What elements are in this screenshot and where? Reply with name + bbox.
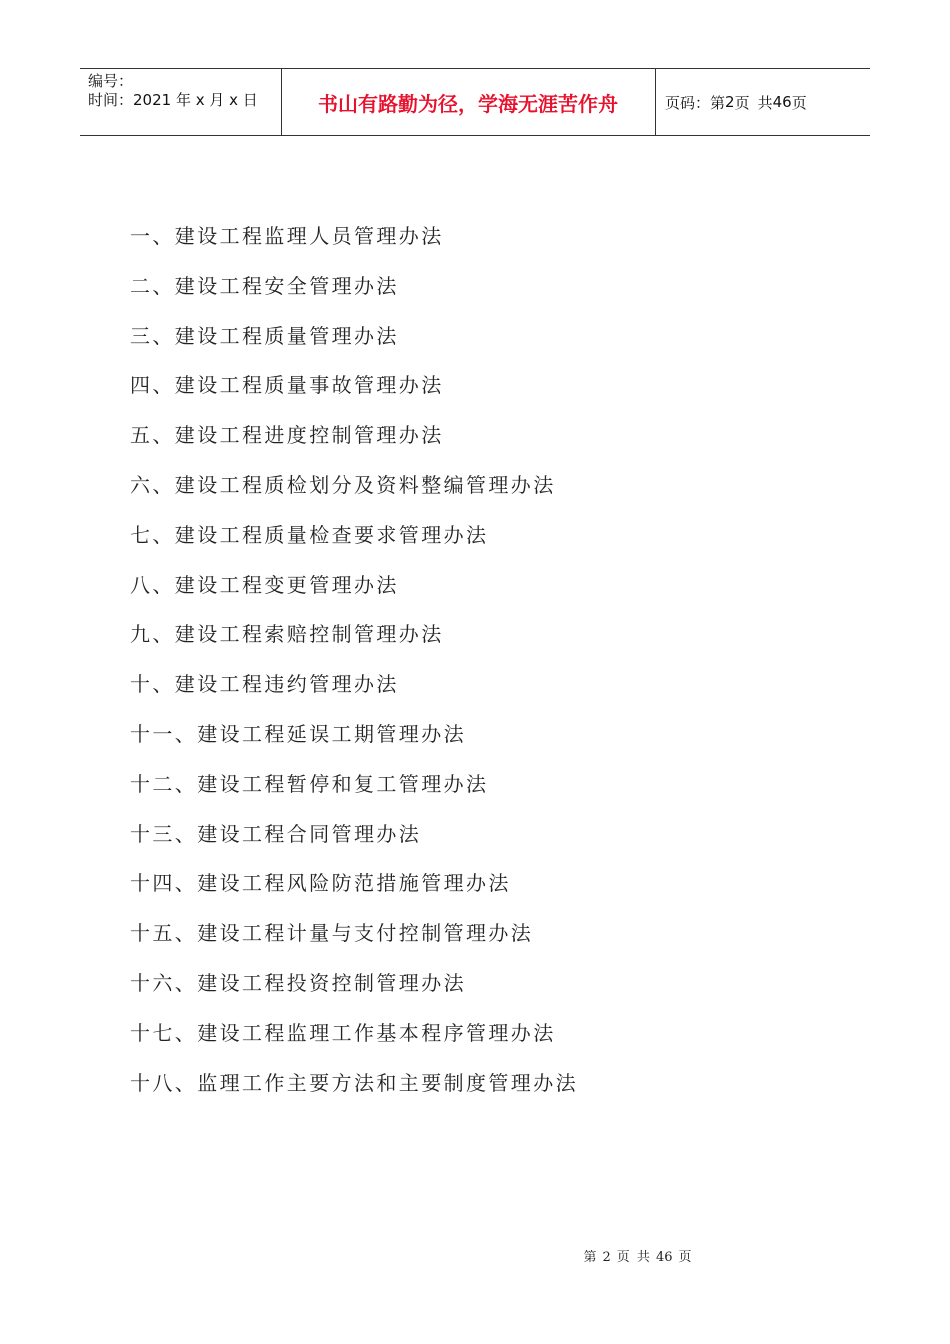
toc-item: 二、建设工程安全管理办法 — [130, 273, 399, 298]
document-time-label: 时间：2021 年 x 月 x 日 — [88, 91, 258, 109]
toc-item: 十八、监理工作主要方法和主要制度管理办法 — [130, 1070, 578, 1095]
footer-page-current: 2 — [602, 1250, 611, 1265]
toc-item: 十六、建设工程投资控制管理办法 — [130, 970, 466, 995]
footer-page-total: 46 — [655, 1250, 673, 1265]
toc-item: 七、建设工程质量检查要求管理办法 — [130, 522, 489, 547]
toc-item: 三、建设工程质量管理办法 — [130, 323, 399, 348]
page-header — [80, 68, 870, 136]
footer-prefix: 第 — [583, 1250, 597, 1265]
toc-item: 四、建设工程质量事故管理办法 — [130, 373, 444, 398]
toc-item: 十一、建设工程延误工期管理办法 — [130, 721, 466, 746]
document-number-label: 编号： — [88, 72, 134, 90]
toc-item: 一、建设工程监理人员管理办法 — [130, 224, 444, 248]
toc-item: 五、建设工程进度控制管理办法 — [130, 423, 444, 448]
table-of-contents — [130, 218, 578, 1114]
header-meta — [80, 69, 281, 135]
header-page-current: 2 — [725, 93, 735, 111]
header-page-of: 页 — [734, 93, 750, 112]
toc-item: 十四、建设工程风险防范措施管理办法 — [130, 871, 511, 896]
footer-mid: 页 共 — [616, 1250, 650, 1265]
toc-item: 十七、建设工程监理工作基本程序管理办法 — [130, 1020, 556, 1045]
footer-suffix: 页 — [678, 1250, 692, 1265]
toc-item: 十三、建设工程合同管理办法 — [130, 821, 422, 846]
header-page-info — [656, 69, 870, 135]
header-page-total-suffix: 页 — [791, 93, 807, 112]
toc-item: 六、建设工程质检划分及资料整编管理办法 — [130, 472, 556, 497]
header-page-total-prefix: 共 — [757, 93, 773, 112]
toc-item: 十、建设工程违约管理办法 — [130, 672, 399, 697]
toc-item: 九、建设工程索赔控制管理办法 — [130, 622, 444, 647]
header-page-total: 46 — [772, 93, 792, 111]
page-footer — [0, 1246, 950, 1265]
toc-item: 十二、建设工程暂停和复工管理办法 — [130, 771, 489, 796]
header-page-label: 页码：第 — [665, 93, 726, 112]
toc-item: 十五、建设工程计量与支付控制管理办法 — [130, 921, 534, 946]
header-motto: 书山有路勤为径，学海无涯苦作舟 — [318, 91, 618, 116]
toc-item: 八、建设工程变更管理办法 — [130, 572, 399, 597]
